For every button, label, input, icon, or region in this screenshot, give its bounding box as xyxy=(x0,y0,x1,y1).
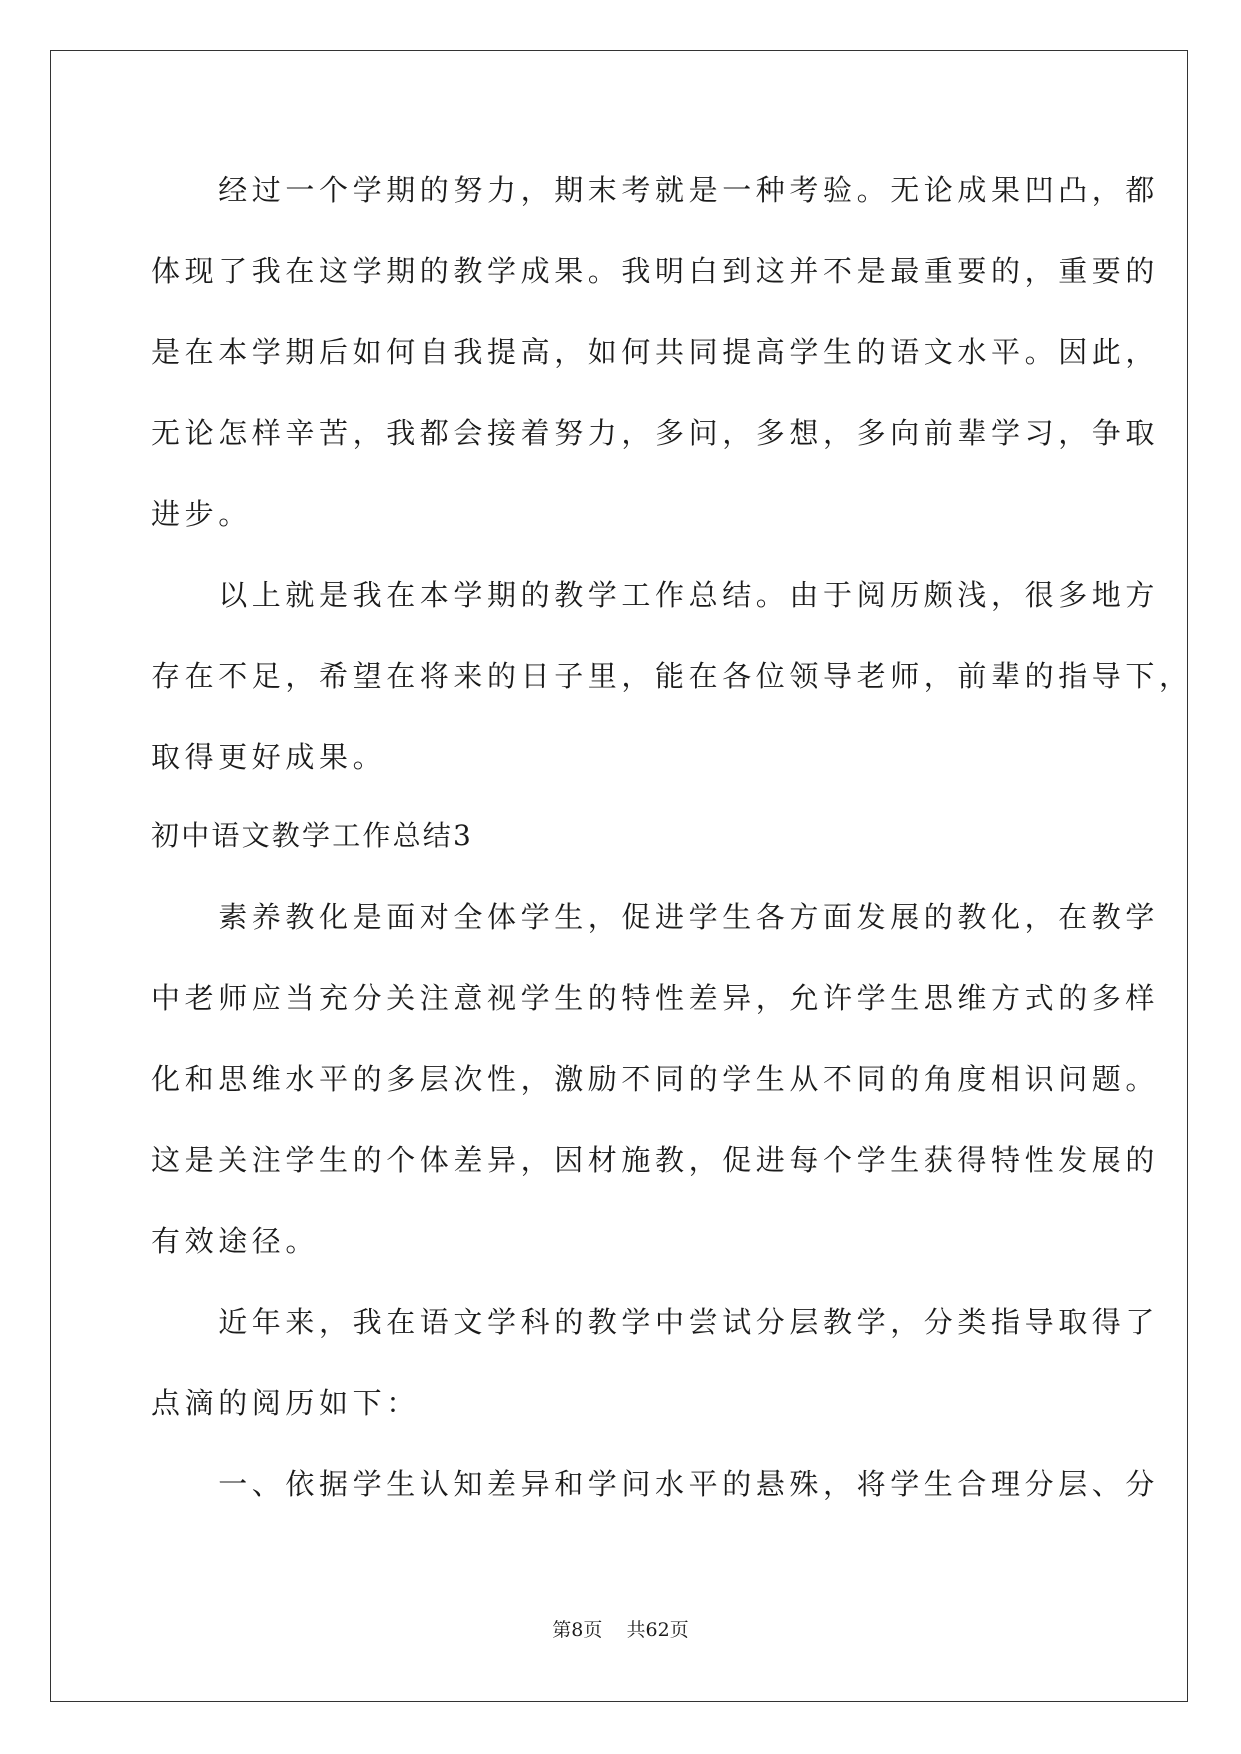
page-footer xyxy=(0,1618,1241,1642)
paragraph-line: 经过一个学期的努力，期末考就是一种考验。无论成果凹凸，都 xyxy=(151,173,1160,207)
paragraph-line: 存在不足，希望在将来的日子里，能在各位领导老师，前辈的指导下， xyxy=(151,659,1193,693)
paragraph-line: 进步。 xyxy=(151,497,252,531)
paragraph-line: 以上就是我在本学期的教学工作总结。由于阅历颇浅，很多地方 xyxy=(151,578,1160,612)
paragraph-line: 取得更好成果。 xyxy=(151,740,387,774)
paragraph-line: 这是关注学生的个体差异，因材施教，促进每个学生获得特性发展的 xyxy=(151,1143,1160,1177)
paragraph-line: 素养教化是面对全体学生，促进学生各方面发展的教化，在教学 xyxy=(151,900,1160,934)
page-number: 第8页 xyxy=(552,1619,603,1641)
page-total: 共62页 xyxy=(626,1619,689,1641)
paragraph-line: 一、依据学生认知差异和学问水平的悬殊，将学生合理分层、分 xyxy=(151,1467,1160,1501)
paragraph-line: 近年来，我在语文学科的教学中尝试分层教学，分类指导取得了 xyxy=(151,1305,1160,1339)
paragraph-line: 有效途径。 xyxy=(151,1224,320,1258)
paragraph-line: 中老师应当充分关注意视学生的特性差异，允许学生思维方式的多样 xyxy=(151,981,1160,1015)
paragraph-line: 体现了我在这学期的教学成果。我明白到这并不是最重要的，重要的 xyxy=(151,254,1160,288)
section-heading: 初中语文教学工作总结3 xyxy=(151,819,474,852)
paragraph-line: 化和思维水平的多层次性，激励不同的学生从不同的角度相识问题。 xyxy=(151,1062,1160,1096)
paragraph-line: 点滴的阅历如下： xyxy=(151,1386,420,1420)
paragraph-line: 无论怎样辛苦，我都会接着努力，多问，多想，多向前辈学习，争取 xyxy=(151,416,1160,450)
page-border xyxy=(50,50,1188,1702)
paragraph-line: 是在本学期后如何自我提高，如何共同提高学生的语文水平。因此， xyxy=(151,335,1160,369)
